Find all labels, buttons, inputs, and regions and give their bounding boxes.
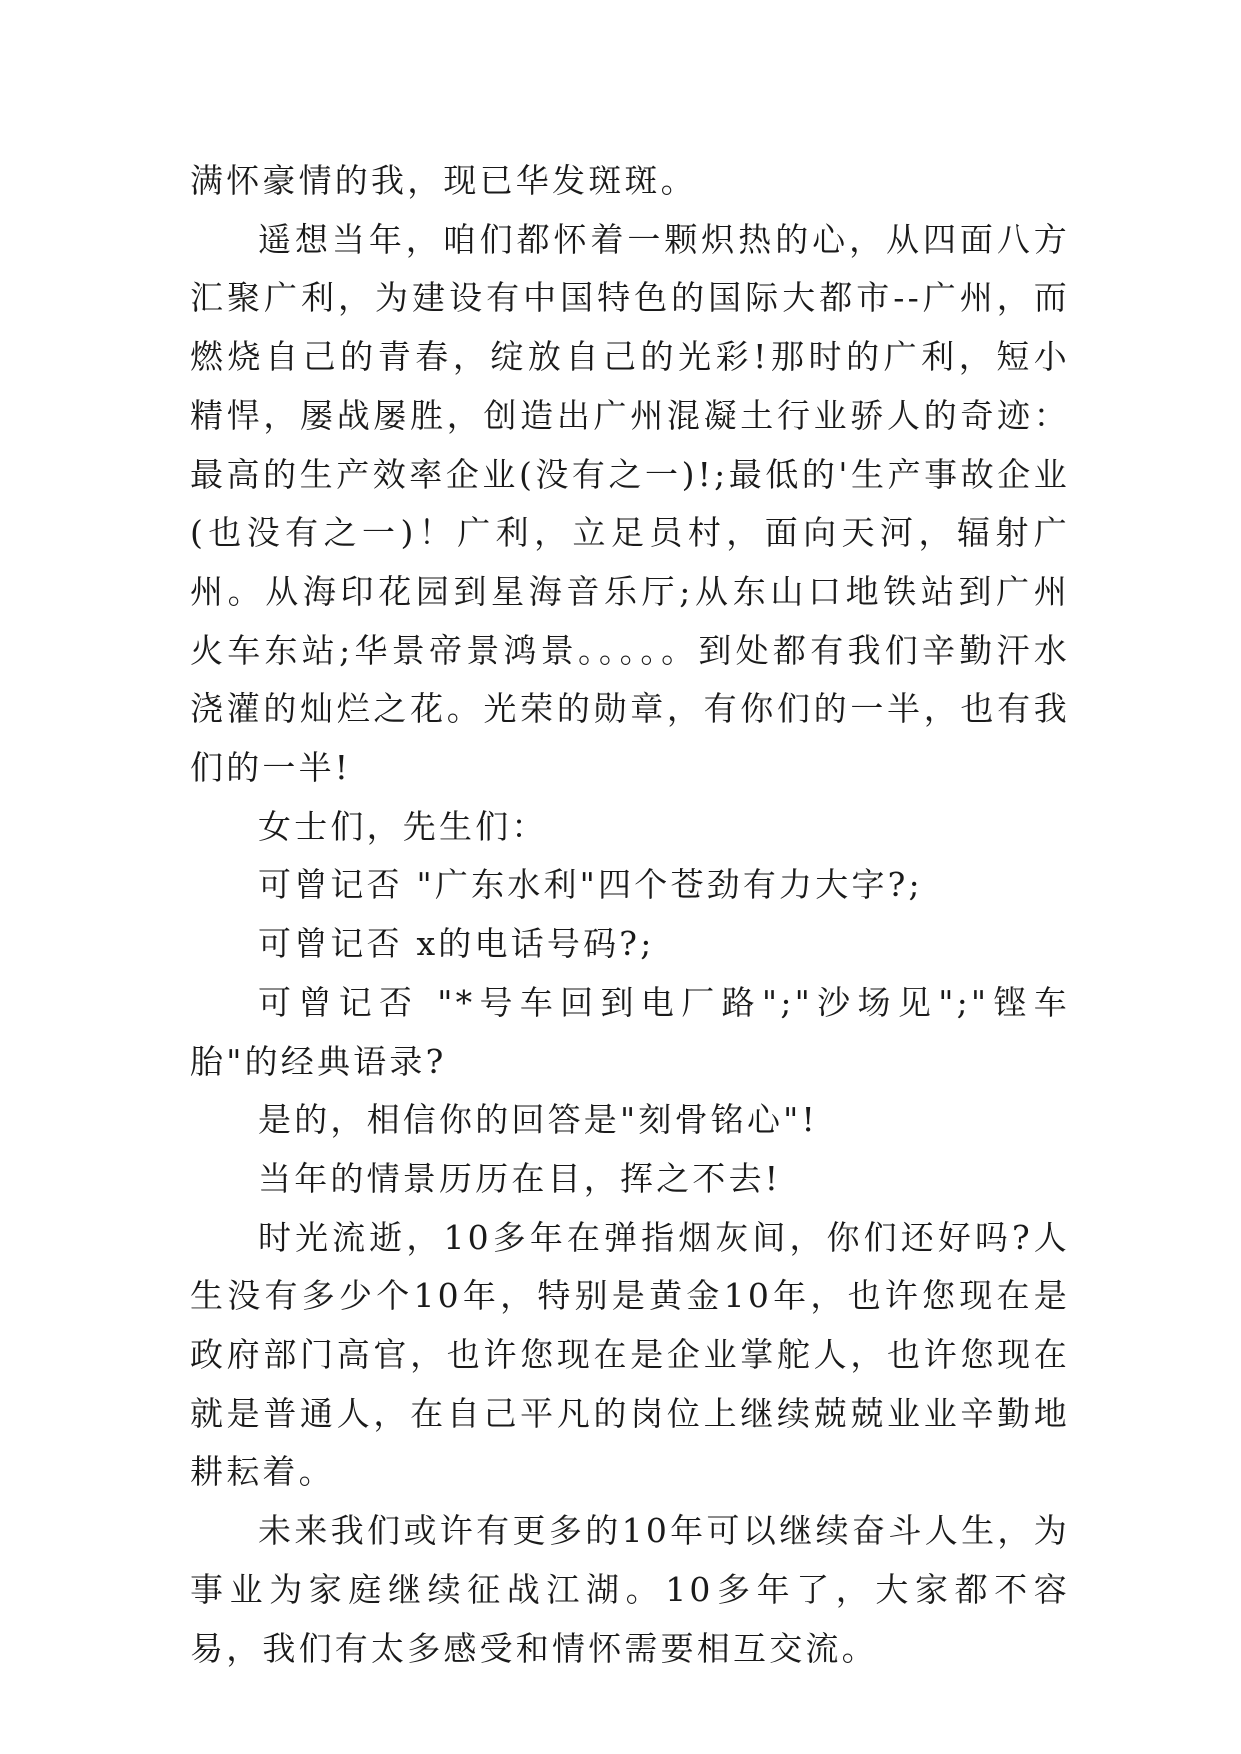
- paragraph-6: 可曾记否 "*号车回到电厂路";"沙场见";"铿车胎"的经典语录?: [190, 982, 1070, 1081]
- paragraph-7: 是的，相信你的回答是"刻骨铭心"!: [258, 1100, 819, 1140]
- paragraph-9: 时光流逝，10多年在弹指烟灰间，你们还好吗?人生没有多少个10年，特别是黄金10年，也许您现在是政府部门高官，也许您现在是企业掌舵人，也许您现在就是普通人，在自己平凡的岗位上继续兢兢业业辛勤地耕耘着。: [190, 1217, 1070, 1492]
- document-body: [190, 152, 1070, 1678]
- paragraph-2: 遥想当年，咱们都怀着一颗炽热的心，从四面八方汇聚广利，为建设有中国特色的国际大都市--广州，而燃烧自己的青春，绽放自己的光彩!那时的广利，短小精悍，屡战屡胜，创造出广州混凝土行业骄人的奇迹：最高的生产效率企业(没有之一)!;最低的'生产事故企业(也没有之一)！广利，立足员村，面向天河，辐射广州。从海印花园到星海音乐厅;从东山口地铁站到广州火车东站;华景帝景鸿景。。。。。到处都有我们辛勤汗水浇灌的灿烂之花。光荣的勋章，有你们的一半，也有我们的一半!: [190, 219, 1070, 788]
- paragraph-4: 可曾记否 "广东水利"四个苍劲有力大字?;: [258, 865, 923, 905]
- paragraph-3: 女士们，先生们：: [258, 806, 548, 846]
- paragraph-5: 可曾记否 x的电话号码?;: [258, 924, 655, 964]
- paragraph-1: 满怀豪情的我，现已华发斑斑。: [190, 161, 697, 200]
- paragraph-8: 当年的情景历历在目，挥之不去!: [258, 1158, 782, 1198]
- paragraph-10: 未来我们或许有更多的10年可以继续奋斗人生，为事业为家庭继续征战江湖。10多年了，大家都不容易，我们有太多感受和情怀需要相互交流。: [190, 1511, 1070, 1668]
